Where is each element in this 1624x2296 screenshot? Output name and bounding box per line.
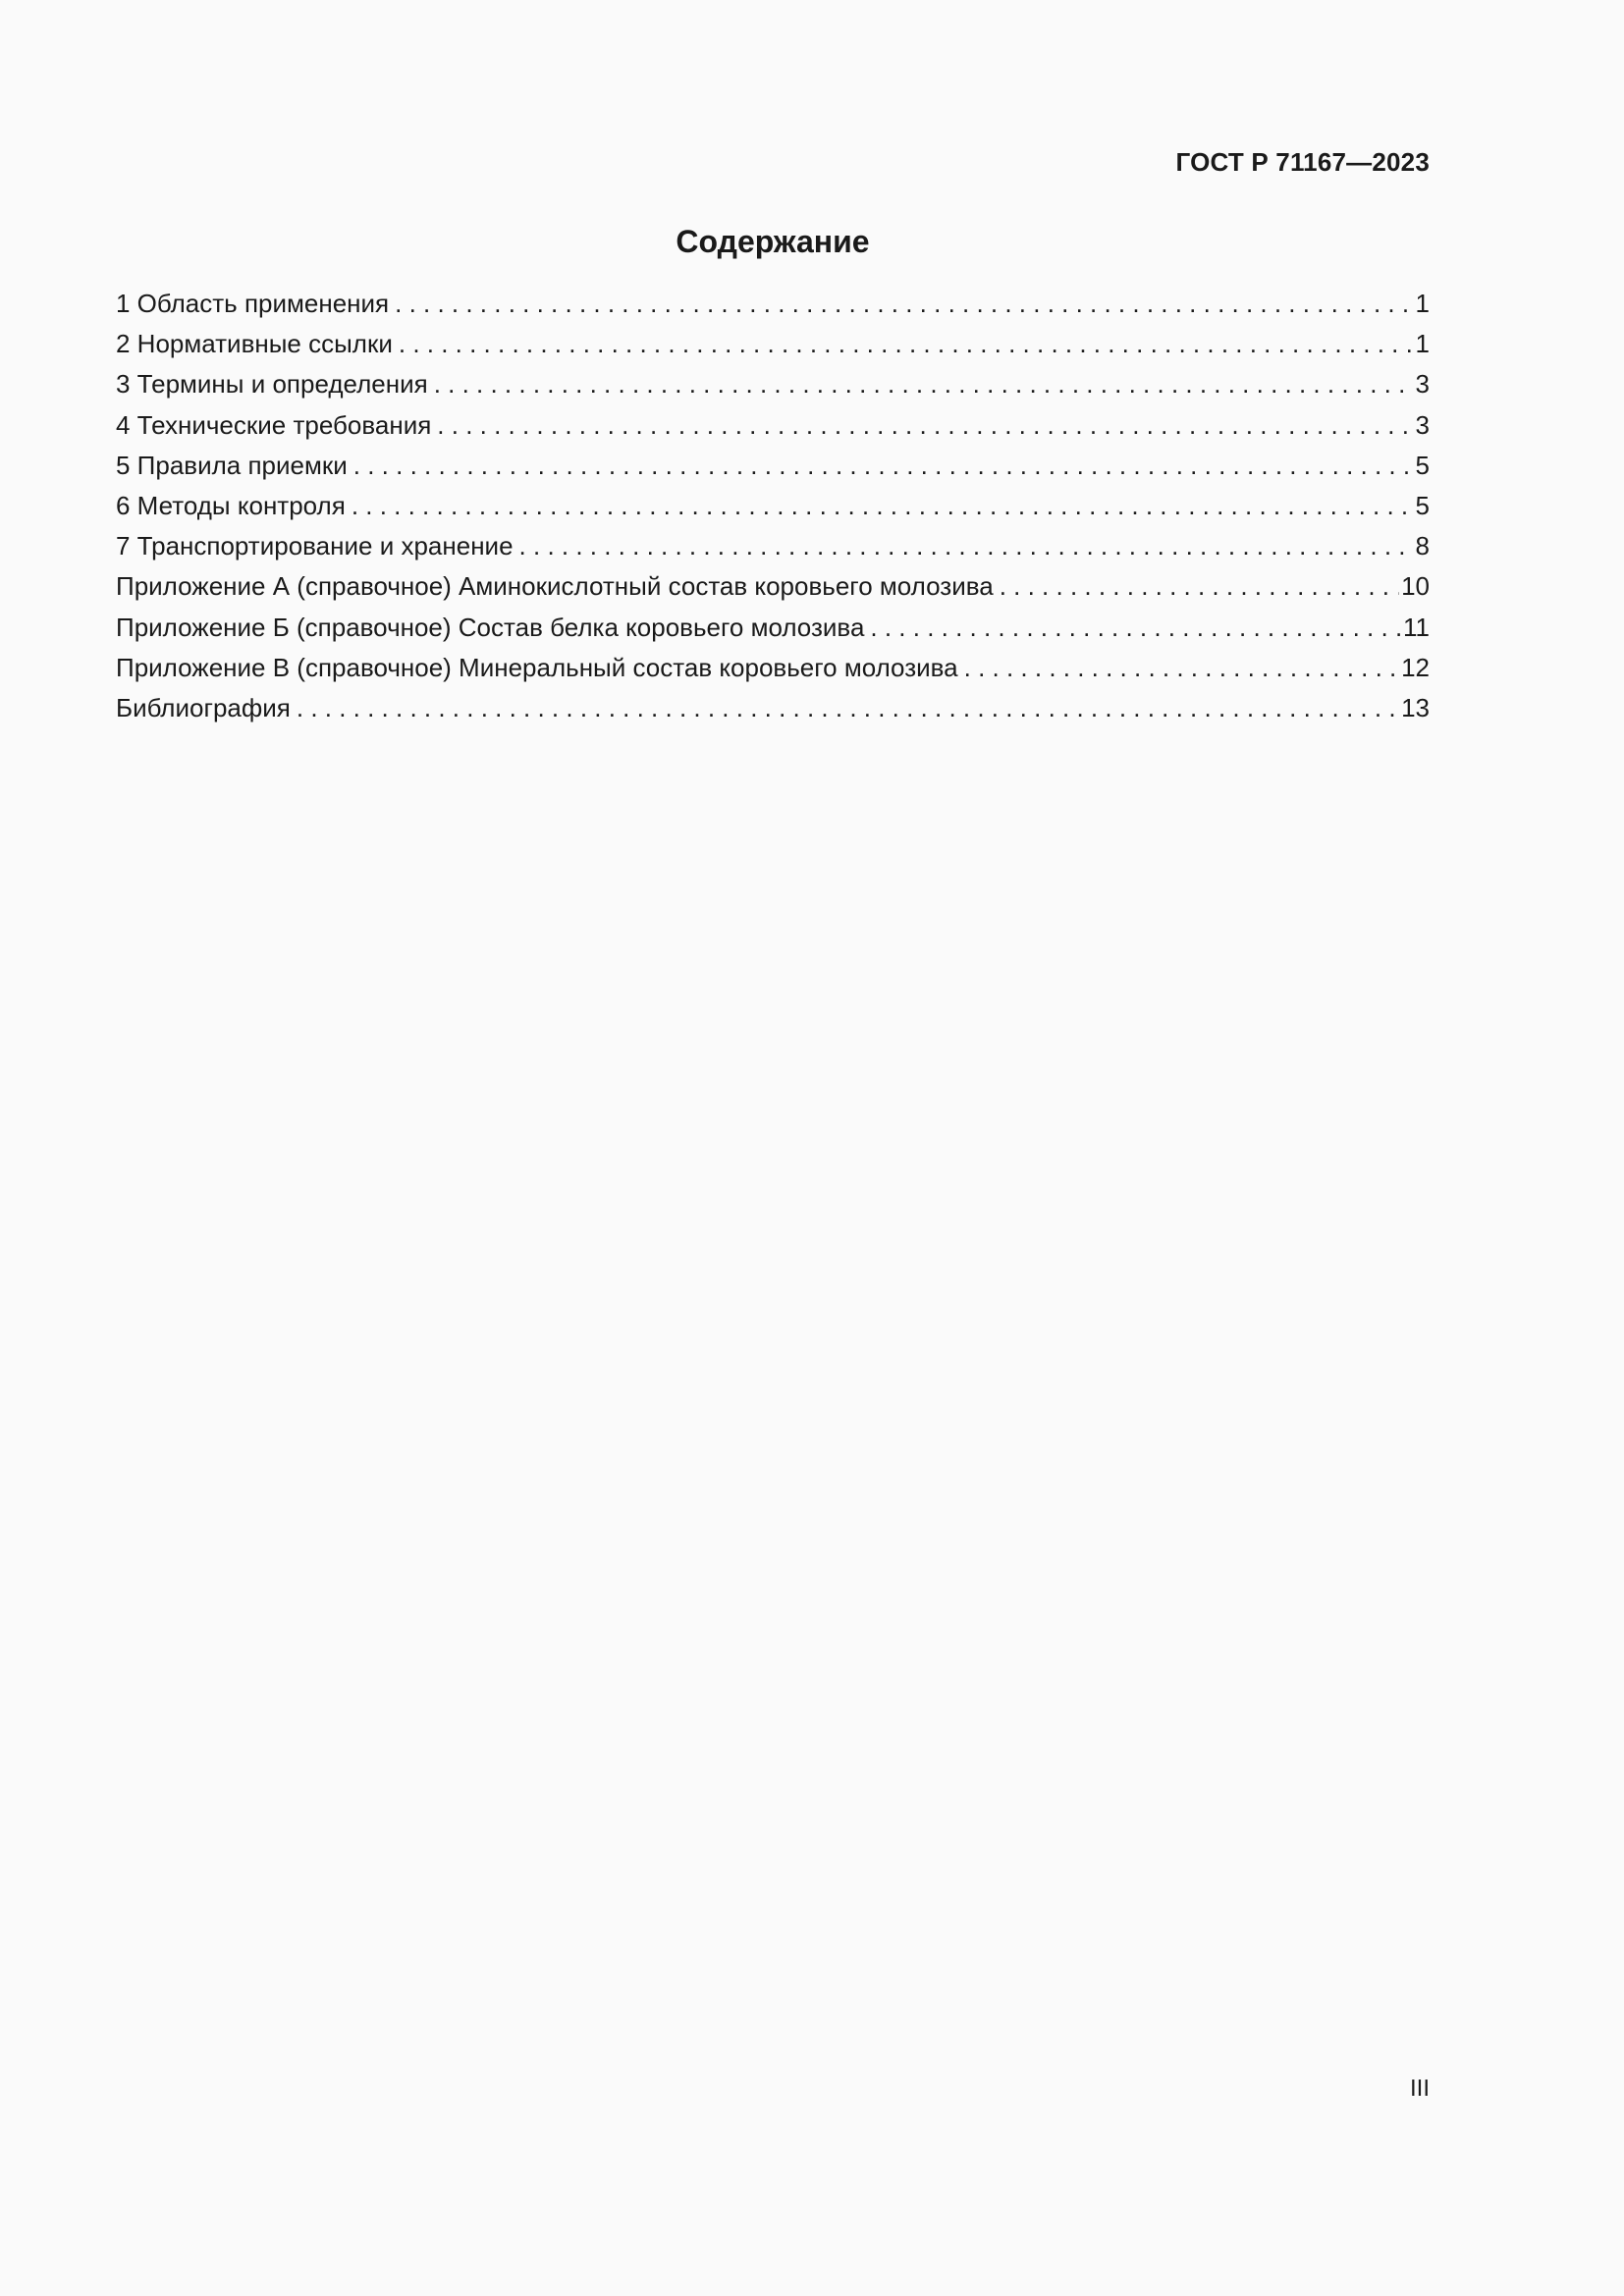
toc-entry-label: 6 Методы контроля [116, 490, 346, 520]
toc-entry-page: 13 [1401, 692, 1430, 722]
toc-entry[interactable] [116, 526, 1430, 566]
toc-entry-label: Приложение А (справочное) Аминокислотный состав коровьего молозива [116, 571, 994, 602]
toc-entry[interactable] [116, 608, 1430, 648]
toc-entry-page: 1 [1415, 329, 1430, 359]
toc-entry-label: Библиография [116, 692, 291, 722]
toc-entry-page: 12 [1401, 652, 1430, 682]
toc-entry[interactable] [116, 486, 1430, 526]
toc-title: Содержание [676, 224, 870, 259]
dot-leader [434, 364, 1414, 404]
toc-entry-page: 1 [1415, 289, 1430, 318]
toc-entry[interactable] [116, 446, 1430, 486]
toc-entry-page: 5 [1415, 490, 1430, 520]
toc-entry[interactable] [116, 405, 1430, 446]
toc-entry[interactable] [116, 566, 1430, 607]
table-of-contents [116, 284, 1430, 728]
toc-entry-label: 5 Правила приемки [116, 450, 348, 480]
toc-entry-label: 3 Термины и определения [116, 369, 428, 400]
toc-entry-page: 8 [1415, 531, 1430, 561]
toc-entry-label: Приложение В (справочное) Минеральный состав коровьего молозива [116, 652, 958, 682]
toc-entry-label: 4 Технические требования [116, 409, 432, 440]
dot-leader [964, 648, 1399, 688]
toc-entry-label: Приложение Б (справочное) Состав белка коровьего молозива [116, 612, 865, 642]
dot-leader [353, 446, 1414, 486]
page-number: III [1409, 2075, 1430, 2102]
toc-entry-page: 10 [1401, 571, 1430, 602]
document-code: ГОСТ Р 71167—2023 [1175, 147, 1430, 177]
toc-entry-label: 1 Область применения [116, 289, 390, 318]
toc-entry-page: 3 [1415, 369, 1430, 400]
toc-entry[interactable] [116, 688, 1430, 728]
dot-leader [437, 405, 1413, 446]
toc-entry-label: 7 Транспортирование и хранение [116, 531, 514, 561]
toc-entry-page: 5 [1415, 450, 1430, 480]
dot-leader [870, 608, 1401, 648]
toc-entry-page: 3 [1415, 409, 1430, 440]
toc-entry[interactable] [116, 284, 1430, 324]
toc-entry[interactable] [116, 364, 1430, 404]
dot-leader [395, 284, 1413, 324]
dot-leader [519, 526, 1414, 566]
dot-leader [352, 486, 1414, 526]
dot-leader [297, 688, 1399, 728]
toc-entry[interactable] [116, 324, 1430, 364]
toc-entry-page: 11 [1403, 612, 1430, 642]
dot-leader [399, 324, 1414, 364]
dot-leader [1000, 566, 1399, 607]
toc-entry[interactable] [116, 648, 1430, 688]
toc-entry-label: 2 Нормативные ссылки [116, 329, 393, 359]
